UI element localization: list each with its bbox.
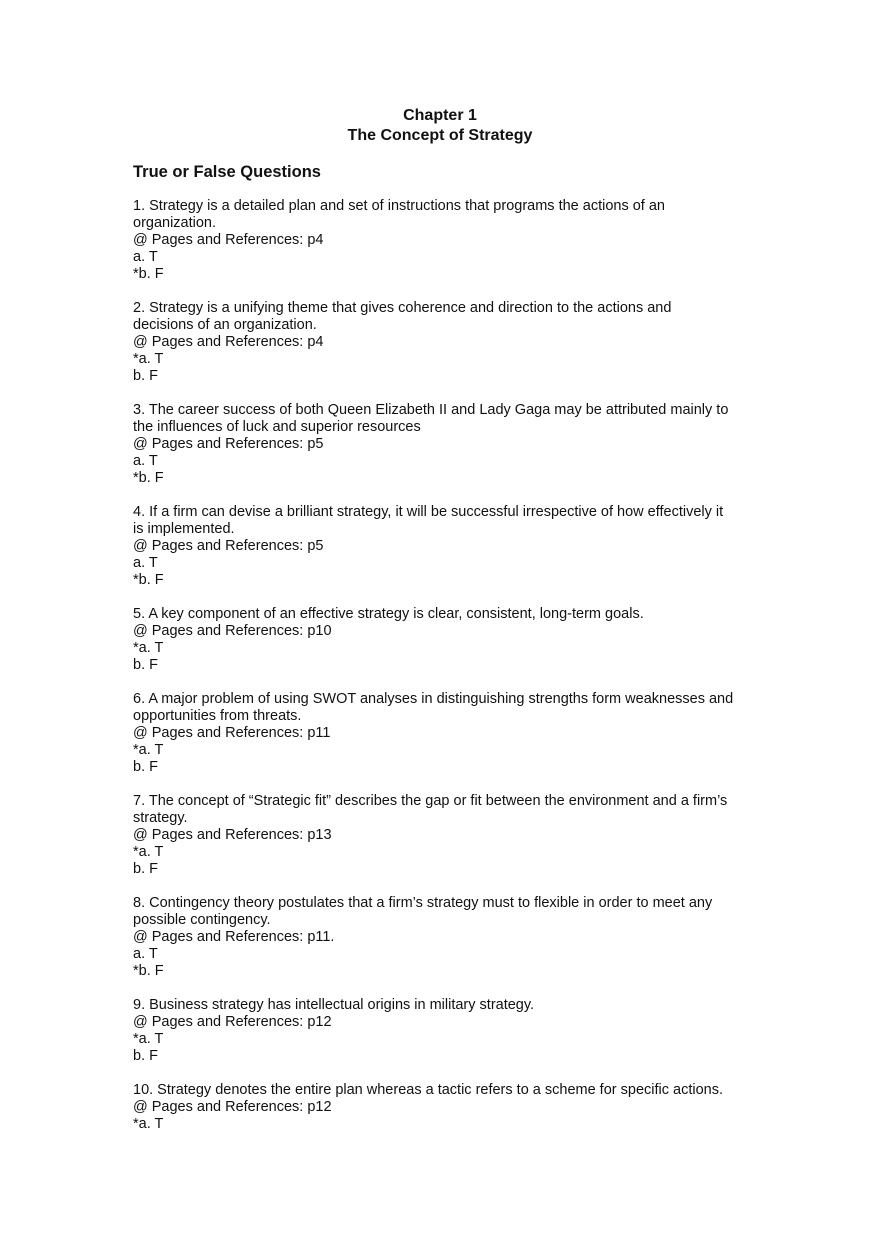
question-reference: @ Pages and References: p11 bbox=[133, 725, 331, 741]
chapter-header bbox=[0, 106, 880, 146]
question-text: organization. bbox=[133, 215, 217, 231]
question-text: possible contingency. bbox=[133, 912, 271, 928]
answer-option: *b. F bbox=[133, 963, 164, 979]
question-text: the influences of luck and superior resources bbox=[133, 419, 421, 435]
answer-option: *b. F bbox=[133, 572, 164, 588]
chapter-title: The Concept of Strategy bbox=[347, 127, 533, 144]
question-item bbox=[133, 300, 763, 385]
answer-option: b. F bbox=[133, 1048, 158, 1064]
question-item bbox=[133, 895, 763, 980]
question-item bbox=[133, 1082, 763, 1133]
question-reference: @ Pages and References: p5 bbox=[133, 538, 324, 554]
question-text: 3. The career success of both Queen Elizabeth II and Lady Gaga may be attributed mainly to bbox=[133, 402, 729, 418]
answer-option: a. T bbox=[133, 453, 158, 469]
question-text: decisions of an organization. bbox=[133, 317, 317, 333]
question-item bbox=[133, 504, 763, 589]
question-item bbox=[133, 793, 763, 878]
question-text: 6. A major problem of using SWOT analyses in distinguishing strengths form weaknesses and bbox=[133, 691, 734, 707]
answer-option: a. T bbox=[133, 249, 158, 265]
answer-option: *a. T bbox=[133, 1031, 164, 1047]
question-list bbox=[133, 198, 763, 1150]
answer-option: a. T bbox=[133, 555, 158, 571]
question-text: 10. Strategy denotes the entire plan whereas a tactic refers to a scheme for specific actions. bbox=[133, 1082, 723, 1098]
answer-option: *a. T bbox=[133, 1116, 164, 1132]
question-reference: @ Pages and References: p4 bbox=[133, 232, 324, 248]
answer-option: *a. T bbox=[133, 351, 164, 367]
question-reference: @ Pages and References: p11. bbox=[133, 929, 335, 945]
question-text: opportunities from threats. bbox=[133, 708, 302, 724]
question-text: 4. If a firm can devise a brilliant strategy, it will be successful irrespective of how effectively it bbox=[133, 504, 724, 520]
question-item bbox=[133, 402, 763, 487]
question-reference: @ Pages and References: p12 bbox=[133, 1014, 332, 1030]
answer-option: b. F bbox=[133, 861, 158, 877]
question-reference: @ Pages and References: p4 bbox=[133, 334, 324, 350]
question-text: 8. Contingency theory postulates that a firm’s strategy must to flexible in order to meet any bbox=[133, 895, 713, 911]
question-reference: @ Pages and References: p5 bbox=[133, 436, 324, 452]
question-reference: @ Pages and References: p13 bbox=[133, 827, 332, 843]
answer-option: b. F bbox=[133, 759, 158, 775]
answer-option: *a. T bbox=[133, 844, 164, 860]
question-text: is implemented. bbox=[133, 521, 235, 537]
answer-option: *b. F bbox=[133, 470, 164, 486]
question-text: 9. Business strategy has intellectual origins in military strategy. bbox=[133, 997, 535, 1013]
answer-option: b. F bbox=[133, 657, 158, 673]
question-reference: @ Pages and References: p12 bbox=[133, 1099, 332, 1115]
question-item bbox=[133, 691, 763, 776]
question-text: 7. The concept of “Strategic fit” describes the gap or fit between the environment and a firm’s bbox=[133, 793, 728, 809]
answer-option: b. F bbox=[133, 368, 158, 384]
question-item bbox=[133, 997, 763, 1065]
question-item bbox=[133, 606, 763, 674]
question-text: 1. Strategy is a detailed plan and set of instructions that programs the actions of an bbox=[133, 198, 665, 214]
question-text: strategy. bbox=[133, 810, 188, 826]
question-text: 5. A key component of an effective strategy is clear, consistent, long-term goals. bbox=[133, 606, 644, 622]
answer-option: *b. F bbox=[133, 266, 164, 282]
answer-option: a. T bbox=[133, 946, 158, 962]
chapter-number: Chapter 1 bbox=[403, 107, 477, 124]
question-item bbox=[133, 198, 763, 283]
question-text: 2. Strategy is a unifying theme that gives coherence and direction to the actions and bbox=[133, 300, 672, 316]
answer-option: *a. T bbox=[133, 742, 164, 758]
section-title: True or False Questions bbox=[133, 163, 321, 181]
answer-option: *a. T bbox=[133, 640, 164, 656]
question-reference: @ Pages and References: p10 bbox=[133, 623, 332, 639]
